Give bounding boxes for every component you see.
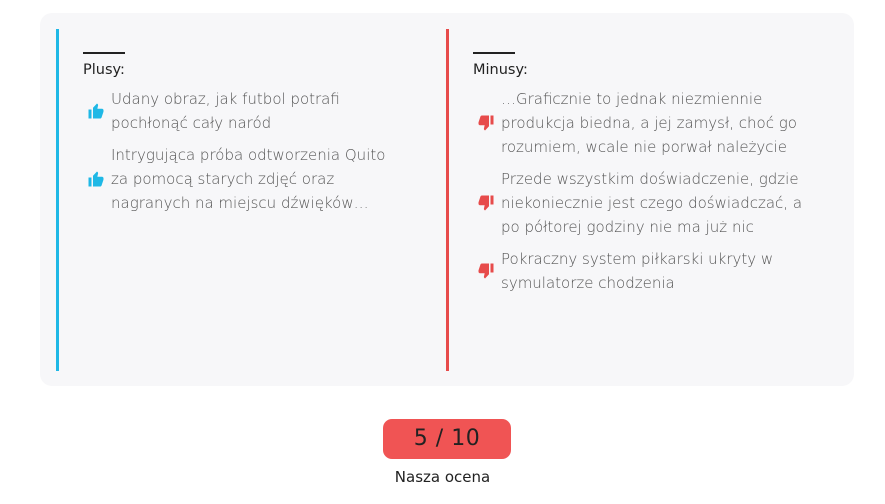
cons-column: [446, 29, 829, 371]
pros-list-item: [83, 143, 403, 215]
cons-item-text: Pokraczny system piłkarski ukryty w symulatorze chodzenia: [501, 250, 774, 292]
pros-column: [56, 29, 419, 371]
cons-list-item: [473, 87, 803, 159]
thumbs-down-icon: [477, 114, 495, 132]
thumbs-up-icon: [87, 170, 105, 188]
pros-list-item: [83, 87, 403, 135]
cons-list: [473, 87, 803, 303]
pros-item-text: Udany obraz, jak futbol potrafi pochłonąć cały naród: [111, 90, 340, 132]
pros-title: Plusy:: [83, 62, 125, 78]
cons-item-text: …Graficznie to jednak niezmiennie produkcja biedna, a jej zamysł, choć go rozumiem, wcale nie porwał należycie: [501, 90, 797, 156]
thumbs-down-icon: [477, 194, 495, 212]
cons-divider: [473, 52, 515, 54]
score-badge: 5 / 10: [383, 419, 511, 459]
cons-item-text: Przede wszystkim doświadczenie, gdzie niekoniecznie jest czego doświadczać, a po półtorej godziny nie ma już nic: [501, 170, 803, 236]
cons-list-item: [473, 167, 803, 239]
pros-divider: [83, 52, 125, 54]
thumbs-up-icon: [87, 102, 105, 120]
cons-list-item: [473, 247, 803, 295]
cons-title: Minusy:: [473, 62, 528, 78]
pros-list: [83, 87, 403, 223]
thumbs-down-icon: [477, 262, 495, 280]
score-label: Nasza ocena: [394, 468, 491, 486]
pros-cons-card: [40, 13, 854, 386]
pros-item-text: Intrygująca próba odtworzenia Quito za pomocą starych zdjęć oraz nagranych na miejscu dźwięków…: [111, 146, 386, 212]
